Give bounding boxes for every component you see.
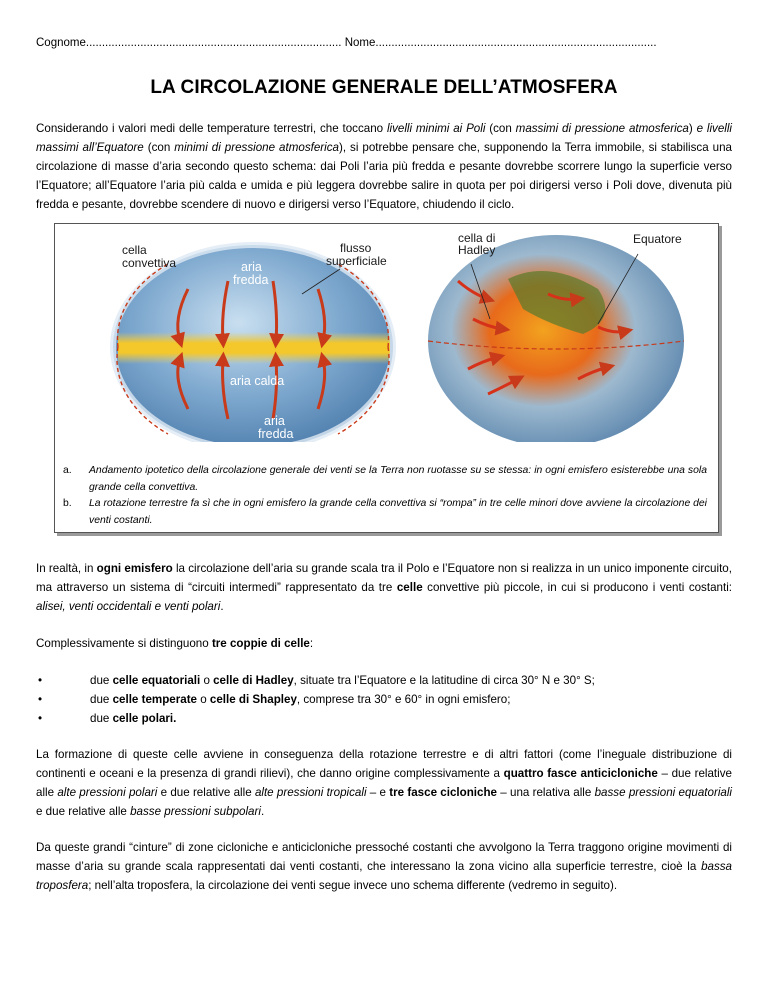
label-cella-convettiva-2: convettiva	[122, 256, 177, 270]
label-flusso-2: superficiale	[326, 254, 387, 268]
cinture-paragraph: Da queste grandi “cinture” di zone cicloniche e anticicloniche pressoché costanti che avvolgono la Terra traggono origine movimenti di masse d’aria su grande scala rappresentati dai venti costanti, che interessano la zona vicino alla superficie terrestre, cioè la bassa troposfera; nell’alta troposfera, la circolazione dei venti segue invece uno schema differente (vedremo in seguito).	[36, 841, 732, 892]
label-aria-fredda-bottom-2: fredda	[258, 427, 294, 441]
caption-a-label: a.	[63, 465, 72, 476]
label-equatore: Equatore	[633, 232, 682, 246]
globe-a	[113, 241, 393, 442]
figure-captions	[63, 463, 707, 529]
label-cella-hadley-2: Hadley	[458, 243, 496, 257]
caption-b-label: b.	[63, 498, 72, 509]
label-aria-fredda-top-2: fredda	[233, 273, 269, 287]
caption-a	[63, 463, 707, 496]
cognome-fill-line: ................................................................................	[85, 37, 342, 49]
name-fields-line	[36, 36, 732, 50]
label-aria-fredda-bottom-1: aria	[264, 414, 285, 428]
bullet-icon: •	[38, 712, 43, 725]
label-aria-calda: aria calda	[230, 374, 285, 388]
circulation-figure	[54, 223, 719, 533]
caption-a-text: Andamento ipotetico della circolazione generale dei venti se la Terra non ruotasse su se stessa: in ogni emisfero esisterebbe una sola grande cella convettiva.	[89, 465, 707, 493]
list-item: • due celle equatoriali o celle di Hadley, situate tra l’Equatore e la latitudine di circa 30° N e 30° S;	[36, 671, 732, 690]
page-title: LA CIRCOLAZIONE GENERALE DELL’ATMOSFERA	[150, 77, 618, 98]
label-cella-hadley-1: cella di	[458, 231, 496, 245]
coppie-paragraph: Complessivamente si distinguono tre coppie di celle:	[36, 637, 314, 650]
document-page	[36, 36, 732, 895]
caption-b-text: La rotazione terrestre fa sì che in ogni emisfero la grande cella convettiva si “rompa” in tre celle minori dove avviene la circolazione dei venti costanti.	[89, 498, 707, 526]
intro-paragraph: Considerando i valori medi delle temperature terrestri, che toccano livelli minimi ai Poli (con massimi di pressione atmosferica) e livelli massimi all’Equatore (con minimi di pressione atmosferica), si potrebbe pensare che, supponendo la Terra immobile, si stabilisca una circolazione di masse d’aria secondo questo schema: dai Poli l’aria più fredda e pesante dovrebbe scorrere lungo la superficie verso l’Equatore; all’Equatore l’aria più calda e umida e più leggera dovrebbe salire in quota per poi dirigersi verso i Poli dove, divenuta più fredda e pesante, dovrebbe scendere di nuovo e dirigersi verso l’Equatore, chiudendo il ciclo.	[36, 122, 732, 211]
formazione-paragraph: La formazione di queste celle avviene in conseguenza della rotazione terrestre e di altri fattori (come l’ineguale distribuzione di continenti e oceani e la presenza di grandi rilievi), che danno origine complessivamente a quattro fasce anticicloniche – due relative alle alte pressioni polari e due relative alle alte pressioni tropicali – e tre fasce cicloniche – una relativa alle basse pressioni equatoriali e due relative alle basse pressioni subpolari.	[36, 748, 732, 818]
cognome-label: Cognome	[36, 37, 86, 49]
label-cella-convettiva-1: cella	[122, 243, 147, 257]
caption-b	[63, 496, 707, 529]
celle-list	[36, 671, 732, 728]
bullet-icon: •	[38, 674, 43, 687]
list-item: • due celle polari.	[36, 709, 732, 728]
nome-fill-line: ........................................................................................	[375, 37, 657, 49]
realta-paragraph: In realtà, in ogni emisfero la circolazione dell’aria su grande scala tra il Polo e l’Equatore non si realizza in un unico imponente circuito, ma attraverso un sistema di “circuiti intermedi” rappresentato da tre celle convettive più piccole, in cui si producono i venti costanti: alisei, venti occidentali e venti polari.	[36, 562, 732, 613]
nome-label: Nome	[344, 37, 376, 49]
label-flusso-1: flusso	[340, 241, 372, 255]
label-aria-fredda-top-1: aria	[241, 260, 262, 274]
atmosphere-circulation-illustration	[78, 229, 698, 442]
bullet-icon: •	[38, 693, 43, 706]
list-item: • due celle temperate o celle di Shapley, comprese tra 30° e 60° in ogni emisfero;	[36, 690, 732, 709]
